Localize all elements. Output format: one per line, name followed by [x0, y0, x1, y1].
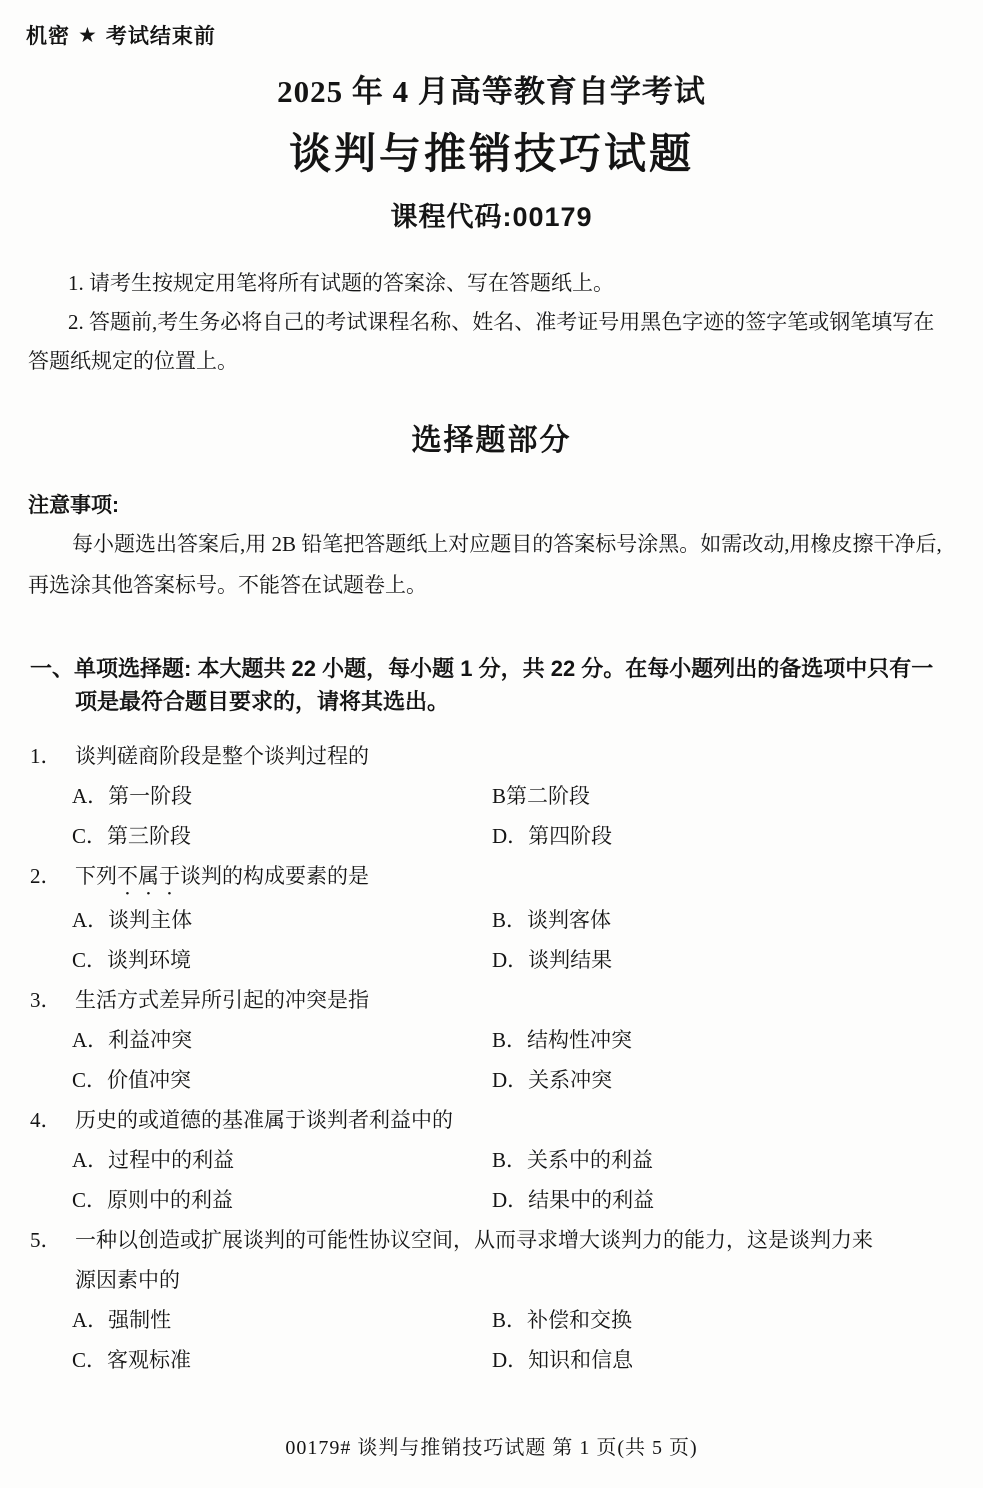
- option-text: 第三阶段: [107, 824, 192, 848]
- option-B: [492, 900, 983, 940]
- option-C: [72, 940, 492, 980]
- option-B: [492, 1140, 983, 1180]
- option-text: 强制性: [108, 1308, 172, 1332]
- question-options: [72, 776, 983, 856]
- option-label: D．: [492, 1188, 529, 1212]
- option-A: [72, 900, 492, 940]
- option-text: 过程中的利益: [108, 1148, 235, 1172]
- option-label: A．: [72, 784, 109, 808]
- option-label: D．: [492, 948, 529, 972]
- general-instructions: [28, 264, 955, 381]
- question-list: [0, 736, 983, 1380]
- option-D: [492, 1180, 983, 1220]
- option-A: [72, 1140, 492, 1180]
- classification-label: 机密: [26, 25, 70, 48]
- question: [30, 736, 983, 856]
- option-C: [72, 1180, 492, 1220]
- option-label: B．: [492, 1308, 528, 1332]
- question-options: [72, 1140, 983, 1220]
- option-B: [492, 776, 983, 816]
- page-footer: 00179# 谈判与推销技巧试题 第 1 页(共 5 页): [285, 1437, 698, 1459]
- option-label: C．: [72, 948, 108, 972]
- question-number: 2．: [30, 864, 62, 888]
- option-label: C．: [72, 1188, 108, 1212]
- option-text: 谈判环境: [107, 948, 192, 972]
- option-label: D．: [492, 1068, 529, 1092]
- option-label: D．: [492, 824, 529, 848]
- option-C: [72, 1340, 492, 1380]
- option-D: [492, 940, 983, 980]
- option-text: 谈判主体: [108, 908, 193, 932]
- option-label: A．: [72, 1028, 109, 1052]
- question-stem: 一种以创造或扩展谈判的可能性协议空间，从而寻求增大谈判力的能力，这是谈判力来源因素中的: [75, 1228, 873, 1292]
- star-icon: ★: [78, 23, 98, 47]
- option-text: 客观标准: [107, 1348, 192, 1372]
- notes-label: 注意事项:: [28, 494, 119, 517]
- option-label: A．: [72, 908, 109, 932]
- instruction-item-1: 1. 请考生按规定用笔将所有试题的答案涂、写在答题纸上。: [68, 271, 614, 295]
- question: [30, 980, 983, 1100]
- question-number: 4．: [30, 1108, 62, 1132]
- option-label: B: [492, 784, 507, 808]
- question-stem: 历史的或道德的基准属于谈判者利益中的: [75, 1108, 453, 1132]
- option-label: C．: [72, 1068, 108, 1092]
- course-code: 课程代码:00179: [390, 202, 593, 232]
- question: [30, 856, 983, 980]
- option-text: 第一阶段: [108, 784, 193, 808]
- option-label: B．: [492, 1028, 528, 1052]
- option-A: [72, 1020, 492, 1060]
- paper-title: 谈判与推销技巧试题: [288, 130, 694, 177]
- question-stem: 谈判磋商阶段是整个谈判过程的: [75, 744, 369, 768]
- question-number: 1．: [30, 744, 62, 768]
- option-C: [72, 816, 492, 856]
- option-label: D．: [492, 1348, 529, 1372]
- option-A: [72, 1300, 492, 1340]
- option-text: 谈判客体: [527, 908, 612, 932]
- question: [30, 1220, 983, 1380]
- option-label: A．: [72, 1148, 109, 1172]
- classification-banner: [0, 0, 983, 50]
- question-stem: 下列不属于谈判的构成要素的是: [75, 864, 369, 888]
- question-number: 5．: [30, 1228, 62, 1252]
- part-one-heading: 一、单项选择题: 本大题共 22 小题，每小题 1 分，共 22 分。在每小题列出的备选项中只有一项是最符合题目要求的，请将其选出。: [30, 656, 934, 714]
- question-options: [72, 1300, 983, 1380]
- option-D: [492, 816, 983, 856]
- option-text: 关系中的利益: [527, 1148, 654, 1172]
- notes-body: 每小题选出答案后,用 2B 铅笔把答题纸上对应题目的答案标号涂黑。如需改动,用橡皮擦干净后,再选涂其他答案标号。不能答在试题卷上。: [28, 532, 942, 597]
- notes-block: [28, 489, 955, 606]
- option-label: B．: [492, 908, 528, 932]
- option-A: [72, 776, 492, 816]
- option-C: [72, 1060, 492, 1100]
- option-text: 第二阶段: [506, 784, 591, 808]
- emphasized-text: 不属于: [117, 864, 180, 888]
- option-label: B．: [492, 1148, 528, 1172]
- exam-session-title: 2025 年 4 月高等教育自学考试: [277, 74, 706, 109]
- section-title: 选择题部分: [411, 424, 572, 457]
- option-B: [492, 1300, 983, 1340]
- option-text: 价值冲突: [107, 1068, 192, 1092]
- question-options: [72, 1020, 983, 1100]
- option-text: 原则中的利益: [107, 1188, 234, 1212]
- instruction-item-2: 2. 答题前,考生务必将自己的考试课程名称、姓名、准考证号用黑色字迹的签字笔或钢笔填写在答题纸规定的位置上。: [28, 310, 935, 373]
- option-D: [492, 1340, 983, 1380]
- question-stem: 生活方式差异所引起的冲突是指: [75, 988, 369, 1012]
- option-label: A．: [72, 1308, 109, 1332]
- option-B: [492, 1020, 983, 1060]
- option-text: 补偿和交换: [527, 1308, 633, 1332]
- question-options: [72, 900, 983, 980]
- question: [30, 1100, 983, 1220]
- option-text: 谈判结果: [528, 948, 613, 972]
- classification-validity: 考试结束前: [105, 25, 216, 48]
- option-text: 利益冲突: [108, 1028, 193, 1052]
- option-text: 结果中的利益: [528, 1188, 655, 1212]
- question-number: 3．: [30, 988, 62, 1012]
- option-D: [492, 1060, 983, 1100]
- option-text: 知识和信息: [528, 1348, 634, 1372]
- option-text: 关系冲突: [528, 1068, 613, 1092]
- option-label: C．: [72, 824, 108, 848]
- option-label: C．: [72, 1348, 108, 1372]
- option-text: 结构性冲突: [527, 1028, 633, 1052]
- option-text: 第四阶段: [528, 824, 613, 848]
